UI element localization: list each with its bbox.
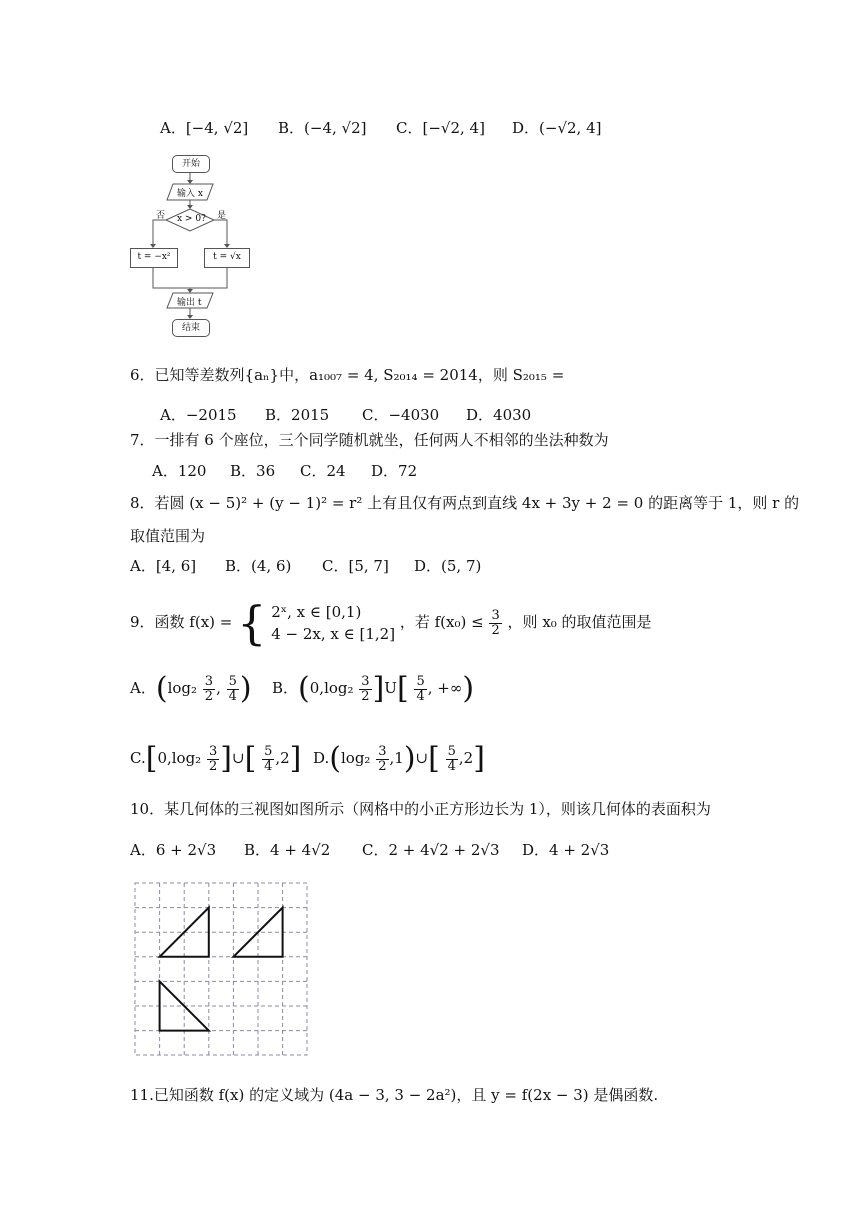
q6-option-c: C．−4030 [362, 406, 440, 424]
q6-option-b: B．2015 [265, 406, 330, 424]
flowchart-start: 开始 [172, 155, 210, 173]
flowchart-condition: x > 0? [177, 214, 206, 224]
q9-prefix: 9．函数 f(x) = [130, 613, 233, 631]
q8-option-c: C．[5, 7] [322, 557, 389, 575]
q5-option-b: B．(−4, √2] [278, 119, 367, 137]
q9-option-c: C.[0,log₂ $\frac{3}{2}$ ]∪[ $\frac{5}{4}$ ,2] [130, 741, 302, 776]
flowchart-output: 输出 t [177, 298, 202, 308]
q9-stem: 9．函数 f(x) = { 2ˣ, x ∈ [0,1) 4 − 2x, x ∈ [1,2] ，若 f(x₀) ≤ $\frac{3}{2}$ ，则 x₀ 的取值范围是 [130, 596, 652, 650]
q9-option-b: B．(0,log₂ $\frac{3}{2}$ ]U[ $\frac{5}{4}$ , +∞) [272, 671, 475, 706]
flowchart-yes-label: 是 [217, 211, 227, 221]
q9-option-d: D.(log₂ $\frac{3}{2}$ ,1)∪[ $\frac{5}{4}$ ,2] [313, 741, 485, 776]
q11-stem: 11.已知函数 f(x) 的定义域为 (4a − 3, 3 − 2a²)，且 y = f(2x − 3) 是偶函数. [130, 1086, 659, 1104]
q6-stem: 6．已知等差数列{aₙ}中，a₁₀₀₇ = 4, S₂₀₁₄ = 2014，则 S₂₀₁₅ = [130, 366, 565, 384]
q7-option-a: A．120 [152, 462, 207, 480]
q9-case2: 4 − 2x, x ∈ [1,2] [271, 625, 396, 643]
q7-option-b: B．36 [230, 462, 276, 480]
q5-option-a: A．[−4, √2] [160, 119, 249, 137]
q9-case1: 2ˣ, x ∈ [0,1) [271, 603, 362, 621]
q9-suffix: ，则 x₀ 的取值范围是 [507, 613, 652, 631]
flowchart [120, 150, 270, 340]
q5-option-d: D．(−√2, 4] [512, 119, 602, 137]
q9-mid: ，若 f(x₀) ≤ [399, 613, 484, 631]
q5-option-c: C．[−√2, 4] [396, 119, 485, 137]
flowchart-right-process: t = √x [204, 248, 250, 268]
q7-stem: 7．一排有 6 个座位，三个同学随机就坐，任何两人不相邻的坐法种数为 [130, 431, 609, 449]
q10-option-b: B．4 + 4√2 [244, 841, 331, 859]
q6-option-d: D．4030 [466, 406, 532, 424]
q6-option-a: A．−2015 [160, 406, 237, 424]
q9-fraction: $\frac{3}{2}$ [491, 607, 500, 638]
q10-option-d: D．4 + 2√3 [522, 841, 610, 859]
flowchart-input: 输入 x [177, 189, 203, 199]
q9-option-a: A．(log₂ $\frac{3}{2}$ , $\frac{5}{4}$ ) [130, 671, 252, 706]
q8-stem-line2: 取值范围为 [130, 527, 206, 545]
q10-option-a: A．6 + 2√3 [130, 841, 217, 859]
q8-stem-line1: 8．若圆 (x − 5)² + (y − 1)² = r² 上有且仅有两点到直线 4x + 3y + 2 = 0 的距离等于 1，则 r 的 [130, 494, 800, 512]
q10-stem: 10．某几何体的三视图如图所示（网格中的小正方形边长为 1），则该几何体的表面积为 [130, 800, 711, 818]
q8-option-a: A．[4, 6] [130, 557, 197, 575]
flowchart-end: 结束 [172, 319, 210, 337]
flowchart-connectors [120, 150, 270, 340]
q7-option-c: C．24 [300, 462, 346, 480]
q10-option-c: C．2 + 4√2 + 2√3 [362, 841, 500, 859]
three-view-grid-figure [134, 882, 310, 1058]
flowchart-no-label: 否 [156, 211, 166, 221]
q7-option-d: D．72 [371, 462, 418, 480]
q8-option-b: B．(4, 6) [225, 557, 292, 575]
flowchart-left-process: t = −x² [130, 248, 178, 268]
q8-option-d: D．(5, 7) [414, 557, 482, 575]
